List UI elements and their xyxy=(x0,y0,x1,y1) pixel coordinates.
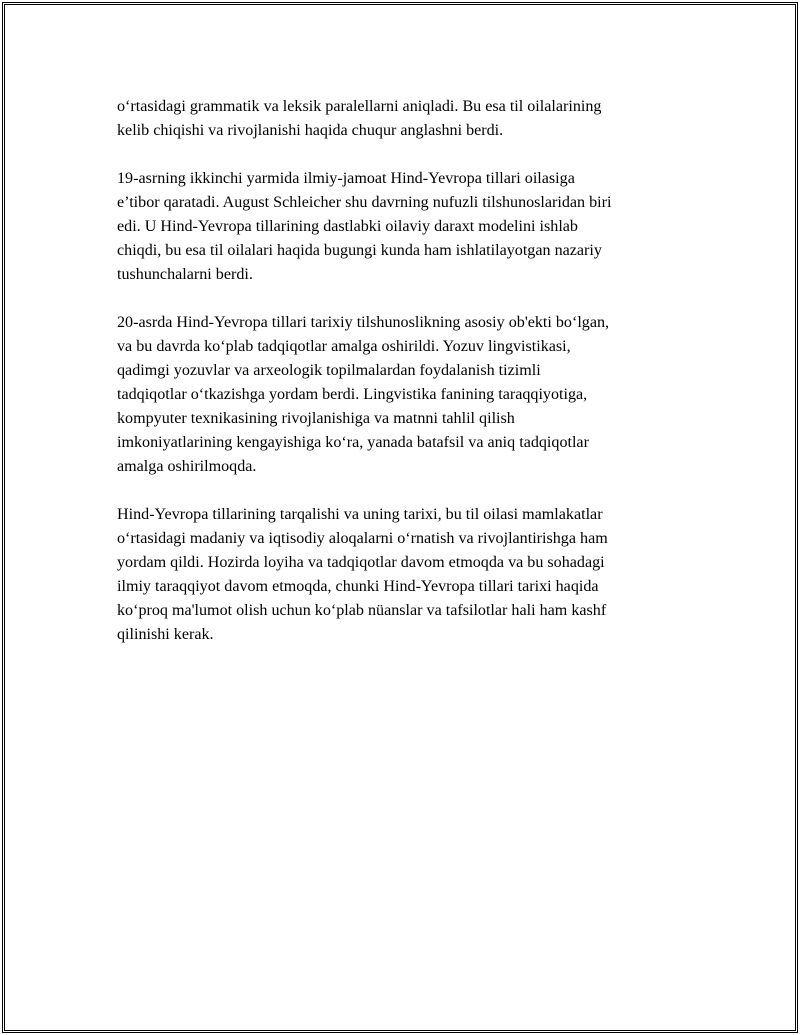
paragraph-4 xyxy=(117,503,689,647)
text-line: chiqdi, bu esa til oilalari haqida bugungi kunda ham ishlatilayotgan nazariy xyxy=(117,242,602,259)
paragraph-1 xyxy=(117,95,689,143)
paragraph-2 xyxy=(117,167,689,287)
text-line: ilmiy taraqqiyot davom etmoqda, chunki Hind-Yevropa tillari tarixi haqida xyxy=(117,578,599,595)
text-line: qadimgi yozuvlar va arxeologik topilmalardan foydalanish tizimli xyxy=(117,362,541,379)
text-line: amalga oshirilmoqda. xyxy=(117,458,257,475)
text-line: tadqiqotlar o‘tkazishga yordam berdi. Lingvistika fanining taraqqiyotiga, xyxy=(117,386,588,403)
text-line: tushunchalarni berdi. xyxy=(117,266,253,283)
text-line: va bu davrda ko‘plab tadqiqotlar amalga oshirildi. Yozuv lingvistikasi, xyxy=(117,338,571,355)
document-body xyxy=(117,95,689,671)
text-line: kompyuter texnikasining rivojlanishiga va matnni tahlil qilish xyxy=(117,410,515,427)
text-line: e’tibor qaratadi. August Schleicher shu davrning nufuzli tilshunoslaridan biri xyxy=(117,194,612,211)
text-line: yordam qildi. Hozirda loyiha va tadqiqotlar davom etmoqda va bu sohadagi xyxy=(117,554,605,571)
text-line: o‘rtasidagi madaniy va iqtisodiy aloqalarni o‘rnatish va rivojlantirishga ham xyxy=(117,530,608,547)
text-line: Hind-Yevropa tillarining tarqalishi va uning tarixi, bu til oilasi mamlakatlar xyxy=(117,506,603,523)
text-line: edi. U Hind-Yevropa tillarining dastlabki oilaviy daraxt modelini ishlab xyxy=(117,218,578,235)
text-line: ko‘proq ma'lumot olish uchun ko‘plab nüanslar va tafsilotlar hali ham kashf xyxy=(117,602,607,619)
text-line: 20-asrda Hind-Yevropa tillari tarixiy tilshunoslikning asosiy ob'ekti bo‘lgan, xyxy=(117,314,610,331)
text-line: qilinishi kerak. xyxy=(117,626,214,643)
text-line: 19-asrning ikkinchi yarmida ilmiy-jamoat Hind-Yevropa tillari oilasiga xyxy=(117,170,575,187)
text-line: o‘rtasidagi grammatik va leksik paralellarni aniqladi. Bu esa til oilalarining xyxy=(117,98,602,115)
text-line: kelib chiqishi va rivojlanishi haqida chuqur anglashni berdi. xyxy=(117,122,504,139)
text-line: imkoniyatlarining kengayishiga ko‘ra, yanada batafsil va aniq tadqiqotlar xyxy=(117,434,589,451)
paragraph-3 xyxy=(117,311,689,479)
